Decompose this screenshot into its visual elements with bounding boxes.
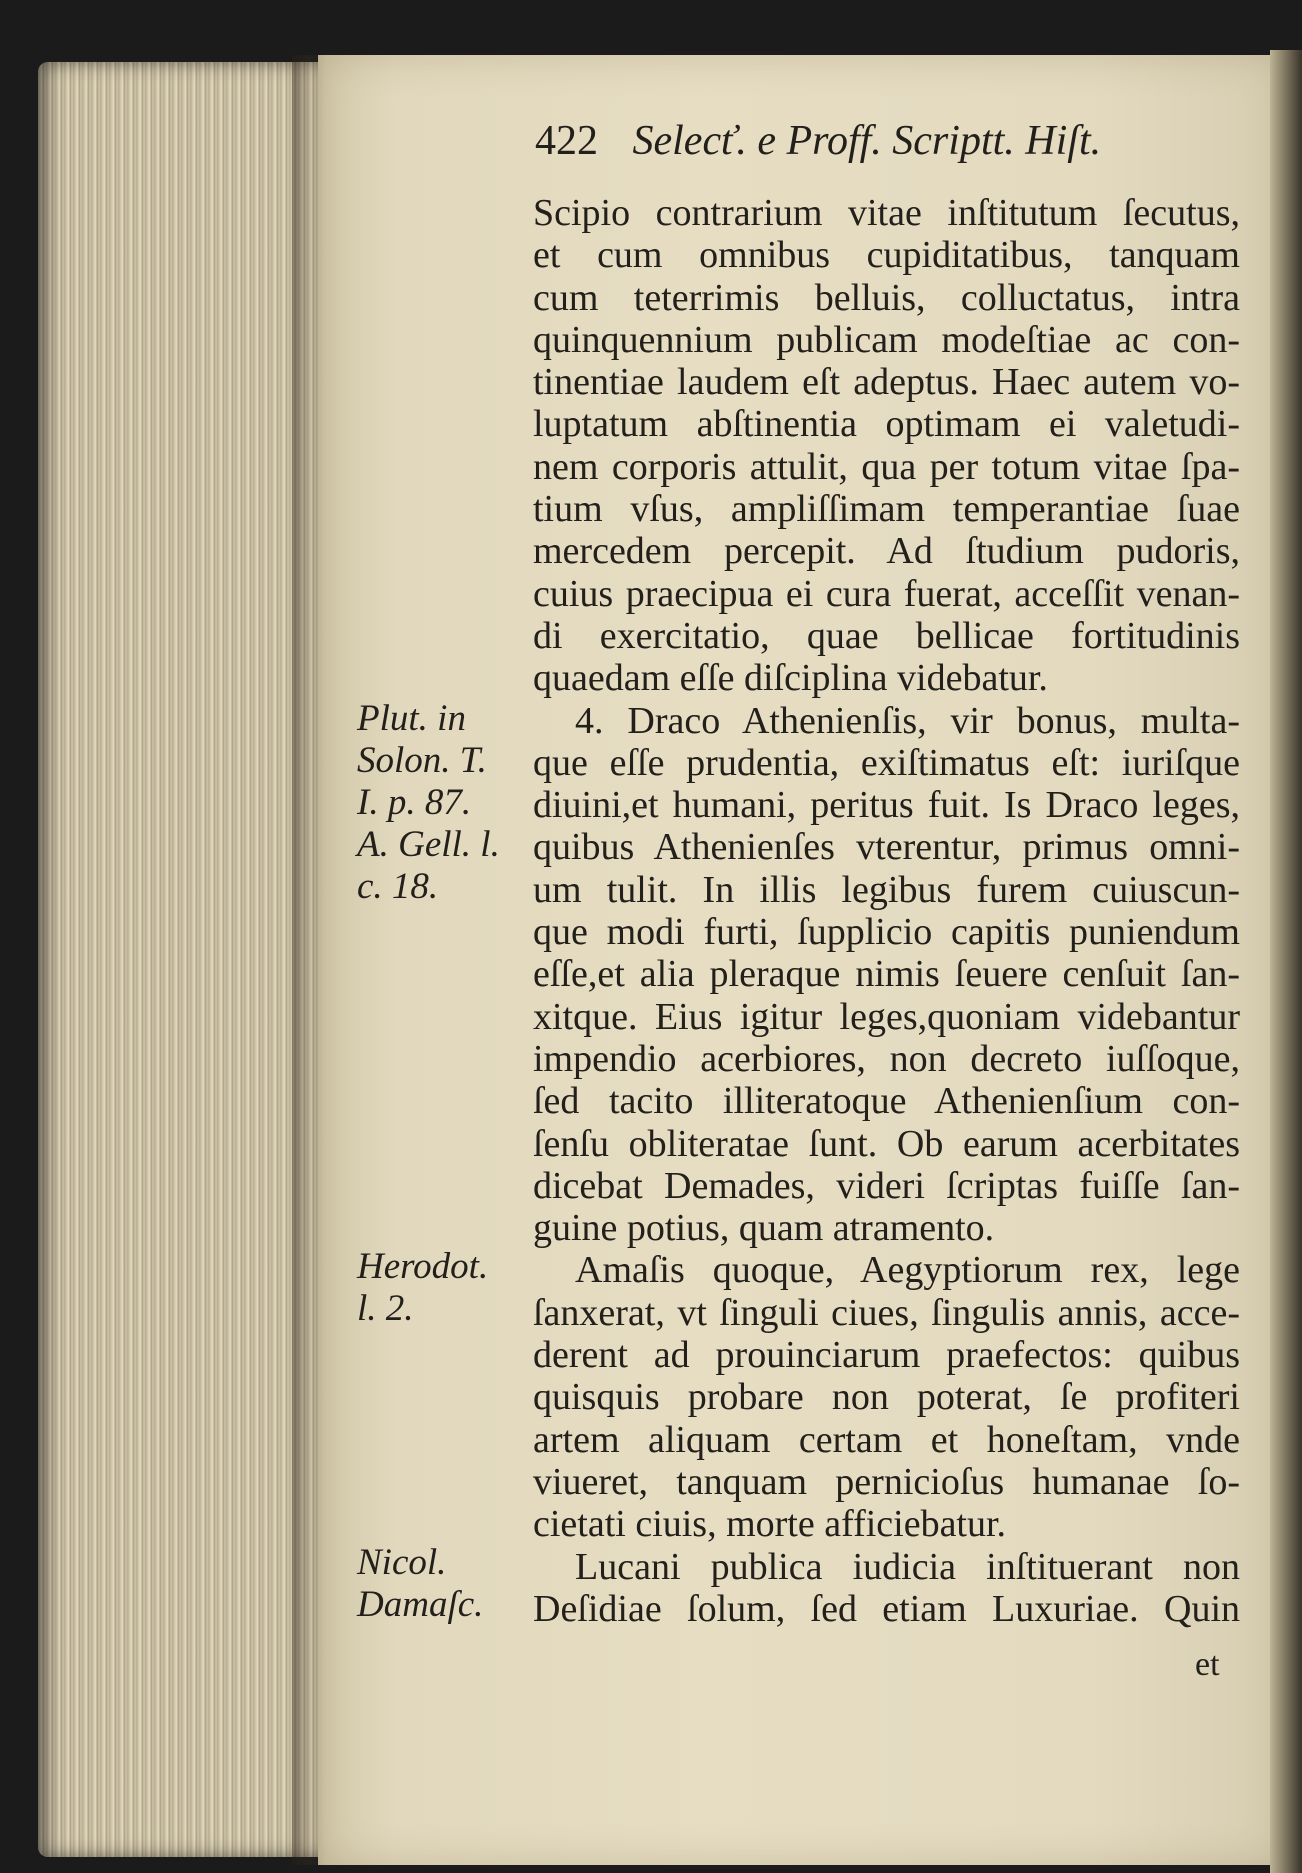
text-line: cum teterrimis belluis, colluctatus, intra	[533, 276, 1240, 319]
running-header	[535, 117, 1101, 165]
text-line: mercedem percepit. Ad ſtudium pudoris,	[533, 530, 1240, 573]
text-line: ſed tacito illiteratoque Athenienſium con-	[533, 1080, 1240, 1123]
text-line: cuius praecipua ei cura fuerat, acceſſit venan-	[533, 572, 1240, 615]
margin-note: Plut. in	[357, 698, 466, 739]
text-line: quinquennium publicam modeſtiae ac con-	[533, 318, 1240, 361]
text-line: xitque. Eius igitur leges,quoniam videbantur	[533, 995, 1240, 1038]
text-line: derent ad prouinciarum praefectos: quibus	[533, 1334, 1240, 1377]
text-line: quaedam eſſe diſciplina videbatur.	[533, 657, 1048, 700]
margin-note: c. 18.	[357, 866, 439, 907]
text-line: 4. Draco Athenienſis, vir bonus, multa-	[575, 699, 1240, 742]
text-line: que eſſe prudentia, exiſtimatus eſt: iuriſque	[533, 741, 1240, 784]
catchword: et	[1195, 1646, 1220, 1683]
text-line: que modi furti, ſupplicio capitis puniendum	[533, 911, 1240, 954]
text-line: tinentiae laudem eſt adeptus. Haec autem vo-	[533, 361, 1240, 404]
text-line: ſanxerat, vt ſinguli ciues, ſingulis annis, acce-	[533, 1291, 1240, 1334]
text-line: artem aliquam certam et honeſtam, vnde	[533, 1418, 1240, 1461]
text-line: guine potius, quam atramento.	[533, 1207, 995, 1250]
text-line: um tulit. In illis legibus furem cuiuscun-	[533, 868, 1240, 911]
page-number: 422	[535, 118, 598, 164]
margin-note: Herodot.	[357, 1246, 489, 1287]
page-stack-edge	[38, 62, 320, 1857]
text-line: Scipio contrarium vitae inſtitutum ſecutus,	[533, 192, 1240, 234]
text-line: Amaſis quoque, Aegyptiorum rex, lege	[575, 1249, 1240, 1292]
text-line: diuini,et humani, peritus fuit. Is Draco leges,	[533, 784, 1240, 827]
text-line: viueret, tanquam pernicioſus humanae ſo-	[533, 1460, 1240, 1503]
margin-note: Solon. T.	[357, 740, 487, 781]
margin-note: A. Gell. l.	[357, 824, 500, 865]
text-line: Deſidiae ſolum, ſed etiam Luxuriae. Quin	[533, 1587, 1240, 1630]
running-title: Selecť. e Proff. Scriptt. Hiſt.	[632, 118, 1102, 164]
text-line: quibus Athenienſes vterentur, primus omni-	[533, 826, 1240, 869]
text-line: Lucani publica iudicia inſtituerant non	[575, 1545, 1240, 1588]
margin-note: Damaſc.	[357, 1584, 484, 1625]
text-line: eſſe,et alia pleraque nimis ſeuere cenſuit ſan-	[533, 953, 1240, 996]
body-text	[533, 192, 1240, 1630]
gutter-shadow	[292, 55, 326, 1865]
text-line: luptatum abſtinentia optimam ei valetudi-	[533, 403, 1240, 446]
margin-note: l. 2.	[357, 1288, 414, 1329]
text-line: quisquis probare non poterat, ſe profiteri	[533, 1376, 1240, 1419]
text-line: impendio acerbiores, non decreto iuſſoque,	[533, 1037, 1240, 1080]
text-line: dicebat Demades, videri ſcriptas fuiſſe ſan-	[533, 1164, 1240, 1207]
text-line: cietati ciuis, morte afficiebatur.	[533, 1503, 1007, 1546]
text-line: tium vſus, ampliſſimam temperantiae ſuae	[533, 488, 1240, 531]
margin-note: Nicol.	[357, 1542, 447, 1583]
margin-note: I. p. 87.	[357, 782, 472, 823]
text-line: ſenſu obliteratae ſunt. Ob earum acerbitates	[533, 1122, 1240, 1165]
text-line: nem corporis attulit, qua per totum vitae ſpa-	[533, 445, 1240, 488]
text-line: di exercitatio, quae bellicae fortitudinis	[533, 614, 1240, 657]
text-line: et cum omnibus cupiditatibus, tanquam	[533, 234, 1240, 277]
right-page-edge	[1270, 50, 1302, 1873]
